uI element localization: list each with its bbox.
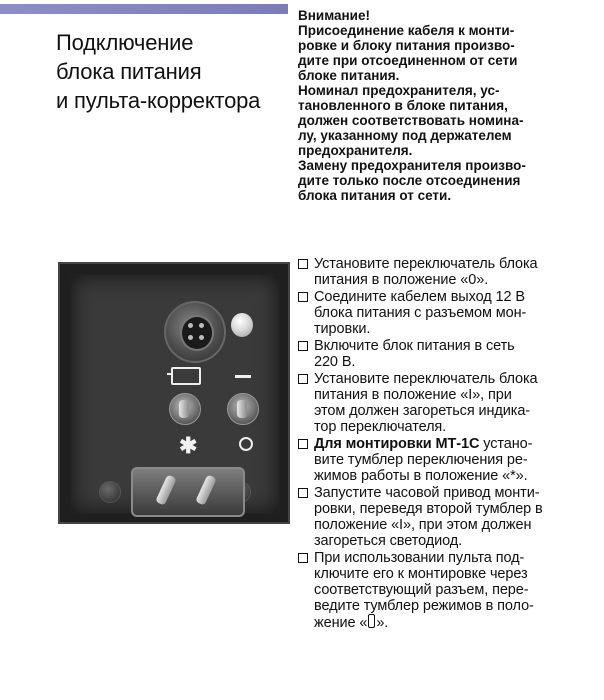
step-bold-prefix: Для монтировки МТ-1С — [314, 436, 480, 452]
list-item — [298, 338, 594, 370]
step-line: ровки, переведя второй тумблер в — [314, 501, 543, 517]
step-line: Установите переключатель блока — [314, 371, 538, 387]
checkbox-icon — [298, 292, 308, 302]
notice-line: блока питания от сети. — [298, 188, 452, 203]
checkbox-icon — [298, 553, 308, 563]
step-line: Запустите часовой привод монти- — [314, 485, 540, 501]
notice-line: Присоединение кабеля к монти- — [298, 23, 515, 38]
circle-mode-icon — [239, 437, 253, 451]
list-item — [298, 436, 594, 484]
checkbox-icon — [298, 341, 308, 351]
checkbox-icon — [298, 488, 308, 498]
step-line: Соедините кабелем выход 12 В — [314, 289, 525, 305]
mode-toggle-switch-icon — [169, 393, 201, 425]
toggle-mode-icon — [368, 614, 375, 628]
notice-line: лу, указанному под держателем — [298, 128, 512, 143]
notice-line: дите при отсоединенном от сети — [298, 53, 518, 68]
star-mode-icon: ✱ — [179, 433, 198, 458]
list-item — [298, 371, 594, 435]
step-line — [314, 614, 534, 631]
step-list — [298, 256, 594, 632]
dc-connector-icon — [164, 301, 226, 363]
checkbox-icon — [298, 259, 308, 269]
step-line: Установите переключатель блока — [314, 256, 538, 272]
section-title — [56, 28, 288, 115]
step-line: питания в положение «0». — [314, 272, 489, 288]
step-line-rest: устано- — [479, 436, 533, 452]
step-line: вите тумблер переключения ре- — [314, 452, 528, 468]
checkbox-icon — [298, 439, 308, 449]
notice-line: Внимание! — [298, 8, 370, 23]
power-supply-panel-photo — [58, 262, 290, 524]
step-line: соответствующий разъем, пере- — [314, 582, 529, 598]
title-line: Подключение — [56, 30, 194, 55]
notice-line: предохранителя. — [298, 143, 413, 158]
step-line: 220 В. — [314, 354, 356, 370]
step-line: загореться светодиод. — [314, 533, 463, 549]
step-line: тор переключателя. — [314, 419, 447, 435]
step-line: жимов работы в положение «*». — [314, 468, 528, 484]
step-line — [314, 436, 532, 452]
list-item — [298, 256, 594, 288]
notice-line: ровке и блоку питания произво- — [298, 38, 515, 53]
instructions-column — [298, 8, 594, 631]
step-line: При использовании пульта под- — [314, 550, 525, 566]
notice-line: тановленного в блоке питания, — [298, 98, 508, 113]
step-line: Включите блок питания в сеть — [314, 338, 515, 354]
step-line: ведите тумблер режимов в поло- — [314, 598, 534, 614]
notice-line: дите только после отсоединения — [298, 173, 521, 188]
step-line: положение «I», при этом должен — [314, 517, 532, 533]
drive-toggle-switch-icon — [227, 393, 259, 425]
notice-line: Номинал предохранителя, ус- — [298, 83, 500, 98]
list-item — [298, 550, 594, 631]
step-line-suffix: ». — [376, 615, 389, 631]
step-line: питания в положение «I», при — [314, 387, 512, 403]
step-line: блока питания с разъемом мон- — [314, 305, 527, 321]
checkbox-icon — [298, 374, 308, 384]
attention-notice — [298, 8, 594, 203]
step-line-prefix: жение « — [314, 615, 368, 631]
notice-line: блоке питания. — [298, 68, 400, 83]
title-line: блока питания — [56, 59, 202, 84]
title-line: и пульта-корректора — [56, 88, 261, 113]
notice-line: Замену предохранителя произво- — [298, 158, 526, 173]
minus-symbol-icon — [235, 375, 251, 378]
step-line: ключите его к монтировке через — [314, 566, 528, 582]
panel-face — [70, 274, 280, 514]
notice-line: должен соответствовать номина- — [298, 113, 524, 128]
fuse-holder-icon — [99, 481, 121, 503]
step-line: этом должен загореться индика- — [314, 403, 531, 419]
step-line: тировки. — [314, 321, 371, 337]
indicator-led-icon — [231, 313, 253, 337]
battery-symbol-icon — [171, 367, 201, 385]
power-socket-icon — [131, 467, 245, 517]
accent-bar — [0, 4, 288, 14]
list-item — [298, 485, 594, 549]
list-item — [298, 289, 594, 337]
